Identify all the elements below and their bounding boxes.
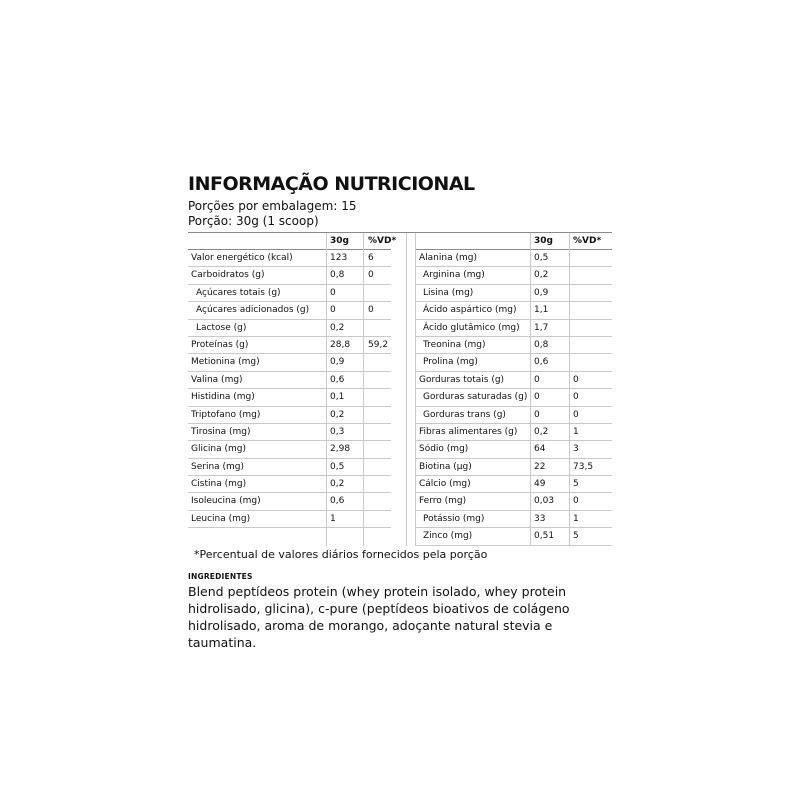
table-row	[188, 459, 391, 476]
nutrient-daily-value: 0	[573, 374, 579, 385]
ingredients-text: Blend peptídeos protein (whey protein isolado, whey protein hidrolisado, glicina), c-pure (peptídeos bioativos de colágeno hidrolisado, aroma de morango, adoçante natural stevia e taumatina.	[188, 584, 570, 650]
nutrient-daily-value: 0	[368, 305, 374, 316]
table-header-row	[188, 233, 397, 250]
servings-per-package: Porções por embalagem: 15	[188, 199, 357, 213]
nutrient-amount: 0,6	[534, 357, 549, 368]
nutrient-amount: 0,3	[330, 426, 345, 437]
table-row	[415, 511, 612, 528]
nutrient-amount: 1	[330, 513, 336, 524]
nutrient-amount: 0	[330, 305, 336, 316]
table-row	[188, 320, 391, 337]
header-daily-value: %VD*	[368, 236, 397, 246]
table-row	[415, 285, 612, 302]
nutrient-amount: 0,5	[534, 253, 549, 263]
nutrient-amount: 33	[534, 513, 546, 524]
nutrient-daily-value: 0	[573, 496, 579, 507]
table-row	[188, 285, 391, 302]
table-row	[188, 337, 391, 354]
nutrient-daily-value: 73,5	[573, 461, 594, 472]
table-row	[415, 320, 612, 337]
nutrient-name: Sódio (mg)	[419, 444, 469, 455]
nutrient-amount: 64	[534, 444, 546, 455]
page-title: INFORMAÇÃO NUTRICIONAL	[188, 173, 475, 195]
nutrient-amount: 0	[534, 392, 540, 403]
daily-value-footnote: *Percentual de valores diários fornecidos pela porção	[194, 548, 488, 561]
nutrient-daily-value: 0	[573, 409, 579, 420]
nutrition-facts-panel	[188, 172, 612, 650]
nutrient-amount: 0,5	[330, 461, 345, 472]
table-row	[415, 354, 612, 371]
nutrient-name: Ácido aspártico (mg)	[423, 305, 517, 316]
nutrient-amount: 49	[534, 479, 546, 490]
table-row	[188, 302, 391, 319]
table-row	[415, 476, 612, 493]
table-row	[188, 407, 391, 424]
table-row	[415, 441, 612, 458]
nutrient-name: Proteínas (g)	[191, 339, 249, 350]
table-row	[188, 354, 391, 371]
table-row	[415, 407, 612, 424]
table-row	[188, 424, 391, 441]
table-row	[188, 493, 391, 510]
nutrient-name: Isoleucina (mg)	[191, 496, 261, 507]
table-row	[415, 459, 612, 476]
nutrient-name: Biotina (µg)	[419, 461, 472, 472]
table-row	[415, 250, 612, 267]
table-row	[188, 250, 391, 267]
table-row	[188, 372, 391, 389]
nutrient-name: Serina (mg)	[191, 461, 245, 472]
table-row	[415, 302, 612, 319]
nutrient-name: Glicina (mg)	[191, 444, 247, 455]
table-row	[415, 267, 612, 284]
nutrient-name: Fibras alimentares (g)	[419, 426, 518, 437]
nutrient-amount: 0,2	[330, 409, 345, 420]
nutrient-daily-value: 5	[573, 479, 579, 490]
nutrient-name: Valina (mg)	[191, 374, 243, 385]
nutrient-name: Potássio (mg)	[423, 513, 485, 524]
nutrient-name: Cistina (mg)	[191, 479, 247, 490]
nutrient-name: Zinco (mg)	[423, 531, 473, 542]
nutrient-name: Treonina (mg)	[423, 339, 486, 350]
nutrient-amount: 0,8	[534, 339, 549, 350]
nutrient-amount: 0,51	[534, 531, 555, 542]
table-row	[415, 337, 612, 354]
table-column-divider	[363, 233, 364, 546]
nutrient-daily-value: 3	[573, 444, 579, 455]
nutrient-name: Lisina (mg)	[423, 287, 474, 298]
nutrient-name: Gorduras trans (g)	[423, 409, 506, 420]
ingredients-heading: INGREDIENTES	[188, 572, 253, 581]
nutrient-amount: 1,7	[534, 322, 549, 333]
nutrient-amount: 28,8	[330, 339, 351, 350]
nutrient-amount: 0,2	[330, 322, 345, 333]
nutrient-amount: 0,2	[534, 426, 549, 437]
nutrient-name: Açúcares adicionados (g)	[196, 305, 310, 316]
table-row	[415, 372, 612, 389]
nutrient-name: Leucina (mg)	[191, 513, 251, 524]
nutrient-name: Triptofano (mg)	[191, 409, 261, 420]
nutrient-daily-value: 0	[368, 270, 374, 281]
nutrient-daily-value: 5	[573, 531, 579, 542]
serving-size: Porção: 30g (1 scoop)	[188, 214, 319, 228]
nutrient-amount: 0	[534, 409, 540, 420]
nutrition-column-left	[188, 233, 397, 528]
table-column-divider	[569, 233, 570, 546]
nutrient-name: Lactose (g)	[196, 322, 247, 333]
nutrient-name: Cálcio (mg)	[419, 479, 471, 490]
nutrient-amount: 0,1	[330, 392, 345, 403]
nutrient-daily-value: 59,2	[368, 339, 389, 350]
table-row	[415, 493, 612, 510]
nutrient-name: Valor energético (kcal)	[191, 253, 293, 263]
table-row	[188, 389, 391, 406]
nutrient-name: Gorduras saturadas (g)	[423, 392, 528, 403]
nutrient-name: Alanina (mg)	[419, 253, 477, 263]
nutrient-name: Metionina (mg)	[191, 357, 260, 368]
table-row	[415, 389, 612, 406]
nutrient-amount: 0,8	[330, 270, 345, 281]
nutrient-name: Ácido glutâmico (mg)	[423, 322, 520, 333]
nutrient-name: Tirosina (mg)	[191, 426, 251, 437]
nutrient-amount: 123	[330, 253, 348, 263]
nutrient-amount: 0	[534, 374, 540, 385]
nutrient-amount: 0,6	[330, 374, 345, 385]
nutrient-daily-value: 6	[368, 253, 374, 263]
table-row	[188, 267, 391, 284]
table-row	[188, 511, 391, 528]
header-amount: 30g	[534, 236, 553, 246]
nutrient-amount: 0,03	[534, 496, 555, 507]
nutrition-table	[188, 232, 612, 546]
nutrient-daily-value: 1	[573, 426, 579, 437]
table-column-divider	[530, 233, 531, 546]
table-row	[415, 424, 612, 441]
nutrient-name: Carboidratos (g)	[191, 270, 265, 281]
nutrient-name: Prolina (mg)	[423, 357, 478, 368]
header-amount: 30g	[330, 236, 349, 246]
nutrient-name: Açúcares totais (g)	[196, 287, 281, 298]
nutrient-name: Ferro (mg)	[419, 496, 467, 507]
table-row	[188, 441, 391, 458]
nutrition-column-right	[415, 233, 612, 546]
table-row	[415, 528, 612, 545]
header-daily-value: %VD*	[573, 236, 602, 246]
nutrient-name: Gorduras totais (g)	[419, 374, 505, 385]
nutrient-name: Histidina (mg)	[191, 392, 255, 403]
nutrient-daily-value: 1	[573, 513, 579, 524]
nutrient-daily-value: 0	[573, 392, 579, 403]
table-column-divider	[415, 233, 416, 546]
table-header-row	[415, 233, 612, 250]
serving-info	[188, 199, 612, 229]
nutrient-amount: 0,9	[534, 287, 549, 298]
nutrient-name: Arginina (mg)	[423, 270, 485, 281]
table-column-divider	[406, 233, 407, 546]
nutrient-amount: 0,9	[330, 357, 345, 368]
nutrient-amount: 22	[534, 461, 546, 472]
table-column-divider	[326, 233, 327, 546]
table-row	[188, 476, 391, 493]
nutrient-amount: 0,6	[330, 496, 345, 507]
nutrient-amount: 0,2	[534, 270, 549, 281]
nutrient-amount: 1,1	[534, 305, 549, 316]
nutrient-amount: 2,98	[330, 444, 351, 455]
nutrient-amount: 0,2	[330, 479, 345, 490]
nutrient-amount: 0	[330, 287, 336, 298]
